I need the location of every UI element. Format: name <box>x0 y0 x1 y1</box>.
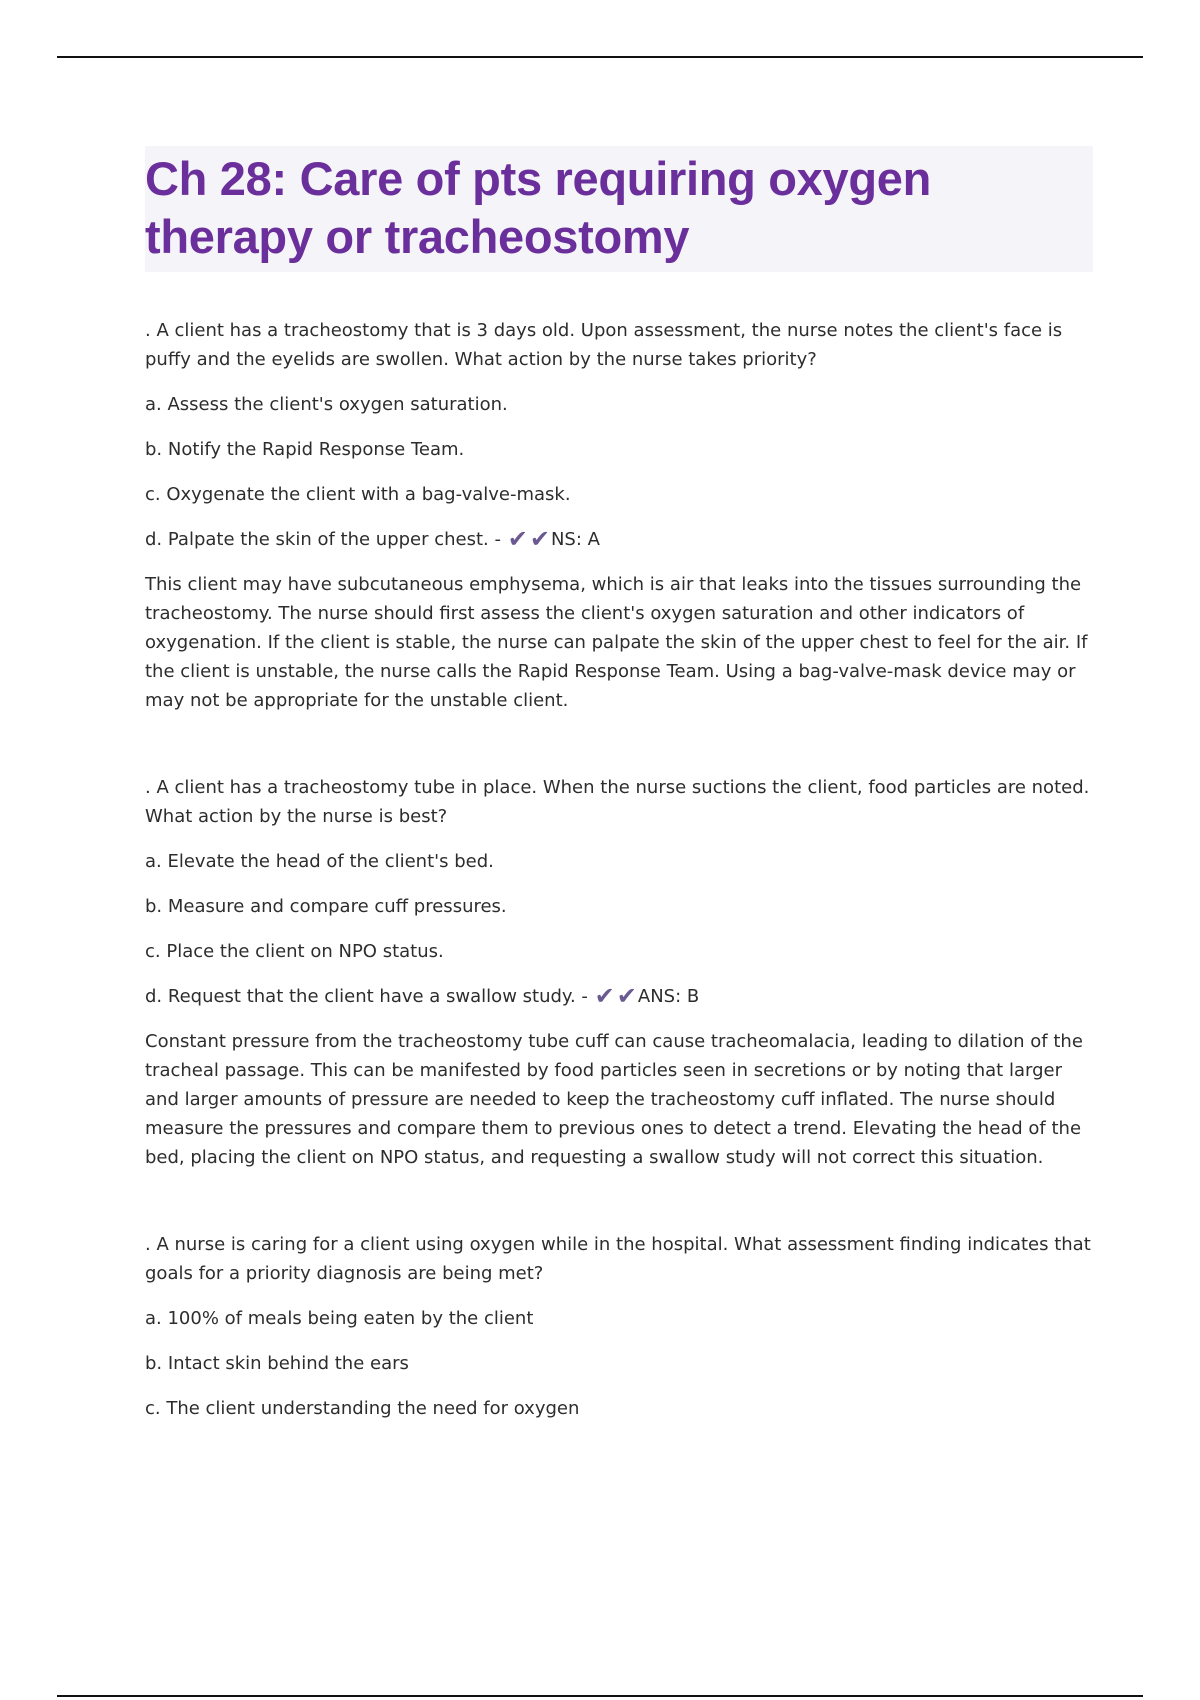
option-d: d. Request that the client have a swallow study. - <box>145 986 588 1007</box>
check-icon: ✔ <box>507 525 528 553</box>
option-d: d. Palpate the skin of the upper chest. - <box>145 529 501 550</box>
option-a: a. Assess the client's oxygen saturation. <box>145 394 508 415</box>
option-d-with-answer <box>145 982 1093 1011</box>
question-1 <box>145 316 1093 715</box>
document-page <box>145 146 1093 1439</box>
question-2 <box>145 773 1093 1172</box>
question-3 <box>145 1230 1093 1423</box>
question-stem: . A client has a tracheostomy that is 3 days old. Upon assessment, the nurse notes the client's face is puffy and the eyelids are swollen. What action by the nurse takes priority? <box>145 320 1063 370</box>
option-d-with-answer <box>145 525 1093 554</box>
rationale: Constant pressure from the tracheostomy tube cuff can cause tracheomalacia, leading to dilation of the tracheal passage. This can be manifested by food particles seen in secretions or by noting that larger and larger amounts of pressure are needed to keep the tracheostomy cuff inflated. The nurse should measure the pressures and compare them to previous ones to detect a trend. Elevating the head of the bed, placing the client on NPO status, and requesting a swallow study will not correct this situation. <box>145 1031 1083 1168</box>
bottom-rule <box>57 1695 1143 1697</box>
answer-key: NS: A <box>550 529 600 550</box>
question-stem: . A client has a tracheostomy tube in place. When the nurse suctions the client, food particles are noted. What action by the nurse is best? <box>145 777 1090 827</box>
option-b: b. Intact skin behind the ears <box>145 1353 409 1374</box>
option-a: a. 100% of meals being eaten by the client <box>145 1308 534 1329</box>
title-banner <box>145 146 1093 272</box>
option-b: b. Measure and compare cuff pressures. <box>145 896 507 917</box>
rationale: This client may have subcutaneous emphysema, which is air that leaks into the tissues surrounding the tracheostomy. The nurse should first assess the client's oxygen saturation and other indicators of oxygenation. If the client is stable, the nurse can palpate the skin of the upper chest to feel for the air. If the client is unstable, the nurse calls the Rapid Response Team. Using a bag-valve-mask device may or may not be appropriate for the unstable client. <box>145 574 1088 711</box>
option-c: c. Oxygenate the client with a bag-valve-mask. <box>145 484 571 505</box>
option-a: a. Elevate the head of the client's bed. <box>145 851 494 872</box>
check-icon: ✔ <box>616 982 637 1010</box>
option-c: c. The client understanding the need for oxygen <box>145 1398 580 1419</box>
option-b: b. Notify the Rapid Response Team. <box>145 439 465 460</box>
answer-key: ANS: B <box>637 986 700 1007</box>
option-c: c. Place the client on NPO status. <box>145 941 444 962</box>
question-stem: . A nurse is caring for a client using oxygen while in the hospital. What assessment finding indicates that goals for a priority diagnosis are being met? <box>145 1234 1091 1284</box>
top-rule <box>57 56 1143 58</box>
check-icon: ✔ <box>529 525 550 553</box>
page-title: Ch 28: Care of pts requiring oxygen therapy or tracheostomy <box>145 152 932 263</box>
check-icon: ✔ <box>594 982 615 1010</box>
